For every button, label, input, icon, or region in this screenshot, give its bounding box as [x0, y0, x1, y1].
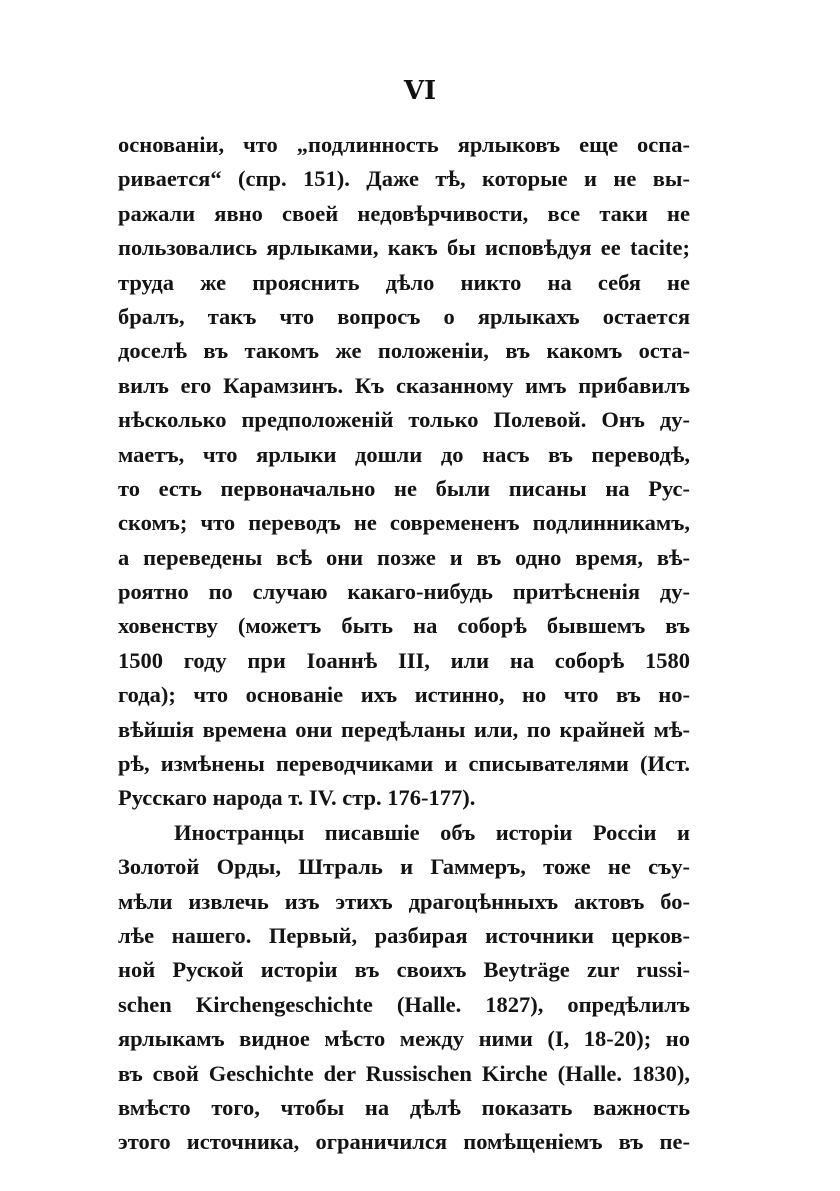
page-number: VI [403, 76, 437, 106]
text-line: лѣе нашего. Первый, разбирая источники церков- [118, 922, 690, 948]
text-line: года); что основанiе ихъ истинно, но что въ но- [118, 682, 690, 708]
text-line: скомъ; что переводъ не современенъ подлинникамъ, [118, 510, 690, 536]
text-line: роятно по случаю какаго-нибудь притѣсненiя ду- [118, 579, 690, 605]
text-line: труда же прояснить дѣло никто на себя не [118, 269, 690, 295]
text-line: schen Kirchengeschichte (Halle. 1827), опредѣлилъ [118, 991, 690, 1017]
text-line: ной Руской исторiи въ своихъ Beyträge zur russi- [118, 957, 690, 983]
text-line: пользовались ярлыками, какъ бы исповѣдуя ее tacite; [118, 235, 690, 261]
text-line: рѣ, измѣнены переводчиками и списывателями (Ист. [118, 751, 690, 777]
text-line: маетъ, что ярлыки дошли до насъ въ переводѣ, [118, 441, 690, 467]
text-line: вѣйшiя времена они передѣланы или, по крайней мѣ- [118, 716, 690, 742]
text-line: Русскаго народа т. IV. стр. 176-177). [118, 785, 476, 811]
paragraph-1 [118, 128, 690, 816]
text-line: доселѣ въ такомъ же положенiи, въ какомъ оста- [118, 338, 690, 364]
text-line: этого источника, ограничился помѣщенiемъ въ пе- [118, 1129, 690, 1155]
text-line: ярлыкамъ видное мѣсто между ними (I, 18-20); но [118, 1026, 690, 1052]
paragraph-2 [118, 816, 690, 1160]
text-line: а переведены всѣ они позже и въ одно время, вѣ- [118, 544, 690, 570]
text-line: мѣли извлечь изъ этихъ драгоцѣнныхъ актовъ бо- [118, 888, 690, 914]
text-line: вмѣсто того, чтобы на дѣлѣ показать важность [118, 1094, 690, 1120]
text-line: въ свой Geschichte der Russischen Kirche (Halle. 1830), [118, 1060, 690, 1086]
text-line: Иностранцы писавшiе объ исторiи Россiи и [174, 819, 690, 845]
text-line: ривается“ (спр. 151). Даже тѣ, которые и не вы- [118, 166, 690, 192]
text-line: вилъ его Карамзинъ. Къ сказанному имъ прибавилъ [118, 372, 690, 398]
text-line: Золотой Орды, Штраль и Гаммеръ, тоже не съу- [118, 854, 690, 880]
body-text [118, 128, 690, 1160]
text-line: ражали явно своей недовѣрчивости, все таки не [118, 200, 690, 226]
text-line: основанiи, что „подлинность ярлыковъ еще оспа- [118, 132, 690, 157]
text-line: ховенству (можетъ быть на соборѣ бывшемъ въ [118, 613, 690, 639]
text-line: 1500 году при Iоаннѣ III, или на соборѣ 1580 [118, 647, 690, 673]
text-line: нѣсколько предположенiй только Полевой. Онъ ду- [118, 407, 690, 433]
text-line: бралъ, такъ что вопросъ о ярлыкахъ остается [118, 303, 690, 329]
text-line: то есть первоначально не были писаны на Рус- [118, 475, 690, 501]
